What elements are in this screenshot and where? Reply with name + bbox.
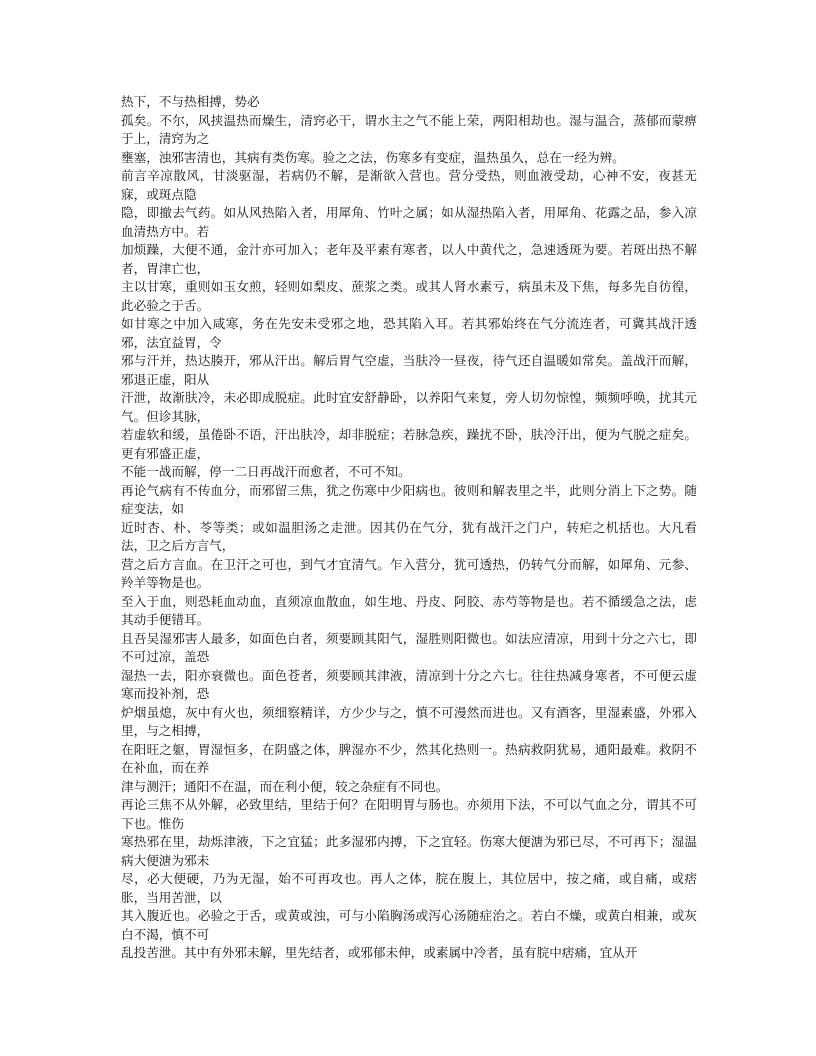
paragraph: 津与测汗；通阳不在温，而在利小便，较之杂症有不同也。 bbox=[121, 778, 449, 794]
paragraph: 在阳旺之躯，胃湿恒多，在阴盛之体，脾湿亦不少，然其化热则一。热病救阴犹易，通阳最难。救阴不在补血，而在养 bbox=[121, 741, 697, 775]
paragraph: 再论三焦不从外解，必致里结，里结于何？在阳明胃与肠也。亦须用下法，不可以气血之分，谓其不可下也。惟伤 bbox=[121, 797, 697, 831]
paragraph: 邪与汗并，热达腠开，邪从汗出。解后胃气空虚，当肤冷一昼夜，待气还自温暖如常矣。盖战汗而解，邪退正虚，阳从 bbox=[121, 353, 697, 387]
paragraph: 隐，即撤去气药。如从风热陷入者，用犀角、竹叶之属；如从湿热陷入者，用犀角、花露之品，参入凉血清热方中。若 bbox=[121, 205, 697, 239]
paragraph: 再论气病有不传血分，而邪留三焦，犹之伤寒中少阳病也。彼则和解表里之半，此则分消上下之势。随症变法，如 bbox=[121, 482, 697, 516]
paragraph: 炉烟虽熄，灰中有火也，须细察精详，方少少与之，慎不可漫然而进也。又有酒客，里湿素盛，外邪入里，与之相搏， bbox=[121, 704, 697, 738]
paragraph: 前言辛凉散风，甘淡驱湿，若病仍不解，是渐欲入营也。营分受热，则血液受劫，心神不安，夜甚无寐，或斑点隐 bbox=[121, 168, 697, 202]
document-page bbox=[121, 93, 697, 963]
paragraph: 寒热邪在里，劫烁津液，下之宜猛；此多湿邪内搏，下之宜轻。伤寒大便溏为邪已尽，不可再下；湿温病大便溏为邪未 bbox=[121, 834, 697, 868]
paragraph: 孤矣。不尔，风挟温热而燥生，清窍必干，谓水主之气不能上荣，两阳相劫也。湿与温合，蒸郁而蒙痹于上，清窍为之 bbox=[121, 112, 697, 146]
paragraph: 营之后方言血。在卫汗之可也，到气才宜清气。乍入营分，犹可透热，仍转气分而解，如犀角、元参、羚羊等物是也。 bbox=[121, 556, 697, 590]
paragraph: 热下，不与热相搏，势必 bbox=[121, 94, 260, 109]
paragraph: 壅塞，浊邪害清也，其病有类伤寒。验之之法，伤寒多有变症，温热虽久，总在一经为辨。 bbox=[121, 149, 625, 165]
paragraph: 不能一战而解，停一二日再战汗而愈者，不可不知。 bbox=[121, 464, 411, 479]
paragraph: 汗泄，故渐肤冷，未必即成脱症。此时宜安舒静卧，以养阳气来复，旁人切勿惊惶，频频呼唤，扰其元气。但诊其脉， bbox=[121, 390, 697, 424]
paragraph: 如甘寒之中加入咸寒，务在先安未受邪之地，恐其陷入耳。若其邪始终在气分流连者，可冀其战汗透邪，法宜益胃，令 bbox=[121, 316, 697, 350]
paragraph: 且吾吴湿邪害人最多，如面色白者，须要顾其阳气，湿胜则阳微也。如法应清凉，用到十分之六七，即不可过凉，盖恐 bbox=[121, 630, 697, 664]
paragraph: 其入腹近也。必验之于舌，或黄或浊，可与小陷胸汤或泻心汤随症治之。若白不燥，或黄白相兼，或灰白不渴，慎不可 bbox=[121, 908, 697, 942]
paragraph: 至入于血，则恐耗血动血，直须凉血散血，如生地、丹皮、阿胶、赤芍等物是也。若不循缓急之法，虑其动手便错耳。 bbox=[121, 593, 697, 627]
paragraph: 若虚软和缓，虽倦卧不语，汗出肤冷，却非脱症；若脉急疾，躁扰不卧，肤冷汗出，便为气脱之症矣。更有邪盛正虚， bbox=[121, 427, 697, 461]
paragraph: 湿热一去，阳亦衰微也。面色苍者，须要顾其津液，清凉到十分之六七。往往热减身寒者，不可便云虚寒而投补剂，恐 bbox=[121, 667, 697, 701]
paragraph: 近时杏、朴、苓等类；或如温胆汤之走泄。因其仍在气分，犹有战汗之门户，转疟之机括也。大凡看法，卫之后方言气， bbox=[121, 519, 697, 553]
paragraph: 尽，必大便硬，乃为无湿，始不可再攻也。再人之体，脘在腹上，其位居中，按之痛，或自痛，或痞胀，当用苦泄，以 bbox=[121, 871, 697, 905]
paragraph: 主以甘寒，重则如玉女煎，轻则如梨皮、蔗浆之类。或其人肾水素亏，病虽未及下焦，每多先自彷徨，此必验之于舌。 bbox=[121, 279, 697, 313]
paragraph: 加烦躁，大便不通，金汁亦可加入；老年及平素有寒者，以人中黄代之，急速透斑为要。若斑出热不解者，胃津亡也， bbox=[121, 242, 697, 276]
paragraph: 乱投苦泄。其中有外邪未解，里先结者，或邪郁未伸，或素属中冷者，虽有脘中痞痛，宜从开 bbox=[121, 945, 638, 960]
